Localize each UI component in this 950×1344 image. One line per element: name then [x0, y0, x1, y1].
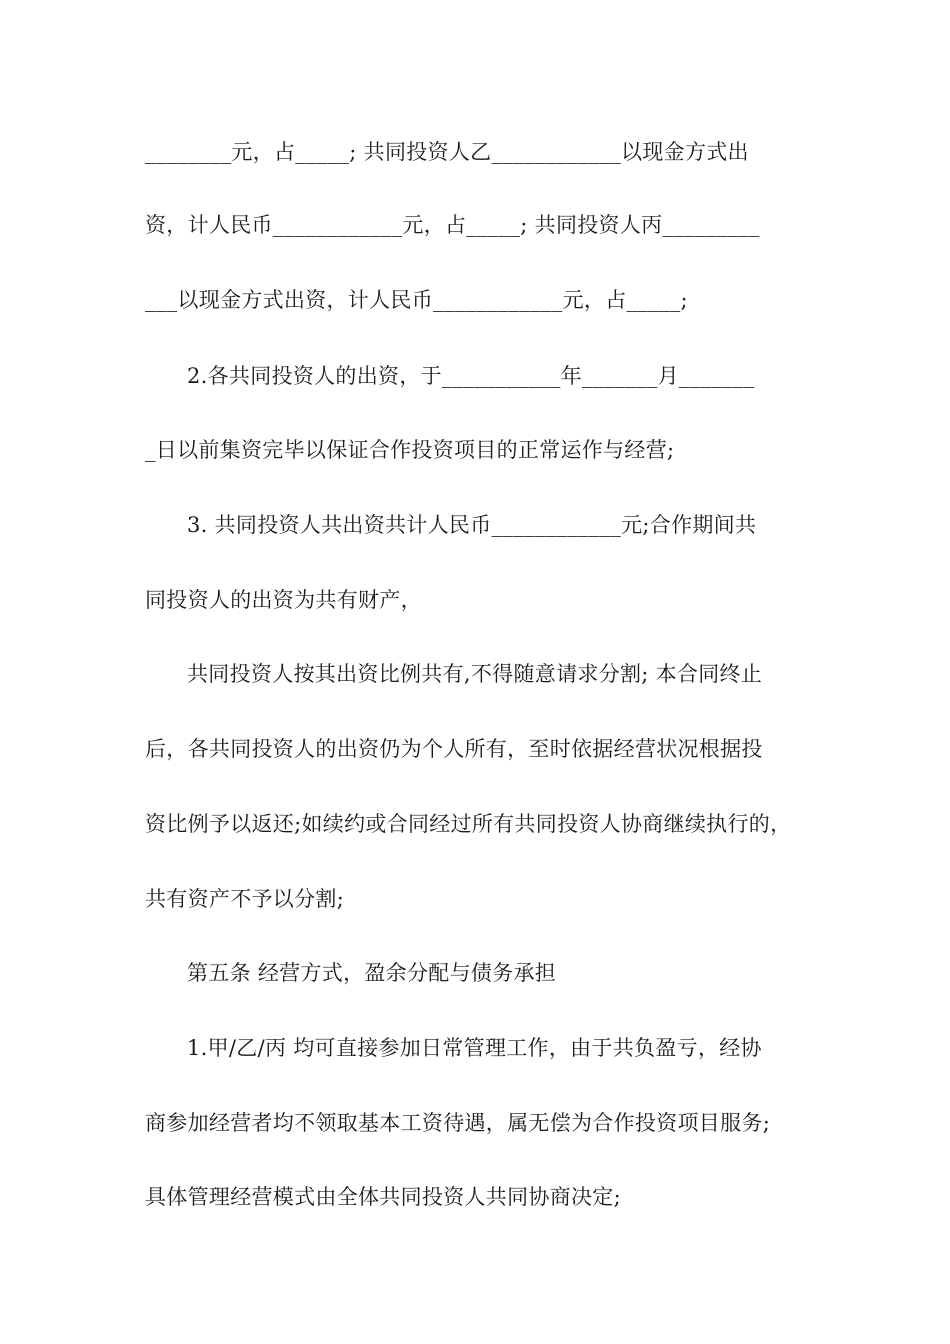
- text-line: 共有资产不予以分割;: [145, 887, 345, 911]
- section-heading: 第五条 经营方式，盈余分配与债务承担: [187, 961, 557, 985]
- text-line: 后，各共同投资人的出资仍为个人所有，至时依据经营状况根据投: [145, 737, 763, 761]
- text-line: 同投资人的出资为共有财产，: [145, 588, 422, 612]
- text-line: ___以现金方式出资，计人民币____________元，占_____;: [145, 288, 688, 312]
- text-line: 1.甲/乙/丙 均可直接参加日常管理工作，由于共负盈亏，经协: [187, 1036, 762, 1060]
- text-line: 共同投资人按其出资比例共有,不得随意请求分割; 本合同终止: [187, 662, 763, 686]
- text-line: 资比例予以返还;如续约或合同经过所有共同投资人协商继续执行的，: [145, 812, 792, 836]
- text-line: 商参加经营者均不领取基本工资待遇，属无偿为合作投资项目服务;: [145, 1111, 771, 1135]
- text-line: 2.各共同投资人的出资，于___________年_______月_______: [187, 364, 755, 388]
- text-line: 资，计人民币____________元，占_____; 共同投资人丙_________: [145, 213, 760, 237]
- text-line: _日以前集资完毕以保证合作投资项目的正常运作与经营;: [145, 438, 675, 462]
- text-line: 具体管理经营模式由全体共同投资人共同协商决定;: [145, 1185, 621, 1209]
- text-line: ________元，占_____; 共同投资人乙____________以现金方式出: [145, 140, 749, 164]
- text-line: 3. 共同投资人共出资共计人民币____________元;合作期间共: [187, 513, 757, 537]
